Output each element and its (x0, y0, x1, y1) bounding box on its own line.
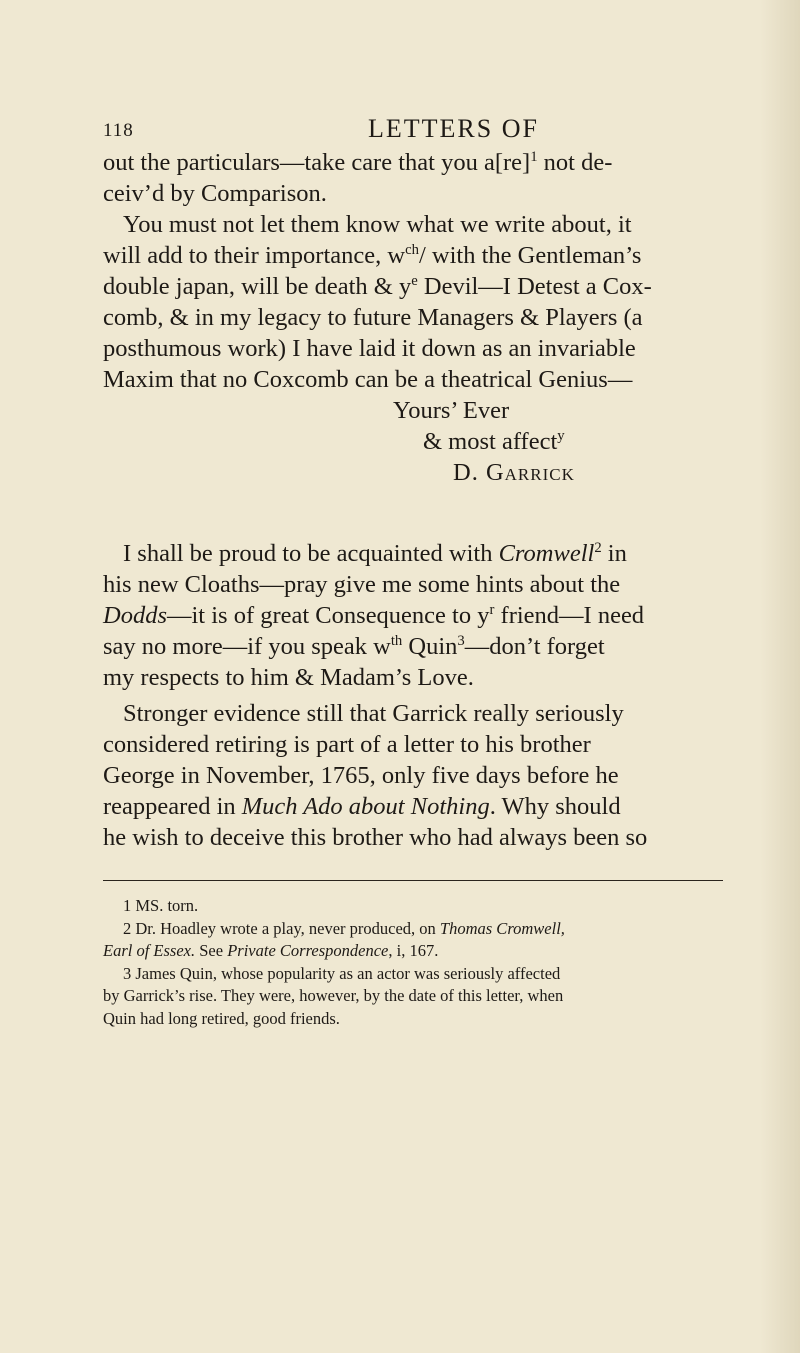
commentary-line (103, 822, 723, 853)
footnote-3-cont (103, 985, 723, 1008)
text-span: his new Cloaths—pray give me some hints about the (103, 571, 621, 598)
footnote-1 (103, 895, 723, 918)
italic-text: Private Correspondence (227, 941, 389, 960)
italic-text: Cromwell (498, 540, 595, 567)
letter-line (103, 364, 723, 395)
footnote-2-cont (103, 940, 723, 963)
superscript: r (489, 601, 495, 618)
letter-line (103, 271, 723, 302)
commentary-line (103, 698, 723, 729)
text-span: 1 MS. torn. (123, 896, 199, 915)
superscript: th (390, 632, 403, 649)
signature (103, 457, 723, 488)
text-span: not de- (537, 149, 613, 176)
text-span: ceiv’d by Comparison. (103, 180, 327, 207)
commentary-line (103, 760, 723, 791)
letter-text (103, 147, 723, 488)
postscript-line (103, 538, 723, 569)
footnote-marker: 1 (530, 148, 538, 165)
text-span: —it is of great Consequence to y (166, 602, 490, 629)
text-span: / with the Gentleman’s (418, 242, 642, 269)
superscript: e (411, 272, 418, 289)
text-span: considered retiring is part of a letter to his brother (103, 731, 591, 758)
letter-line (103, 147, 723, 178)
commentary-line (103, 729, 723, 760)
postscript-line (103, 600, 723, 631)
text-span: reappeared in (103, 793, 242, 820)
text-span: 2 Dr. Hoadley wrote a play, never produced, on (123, 918, 440, 938)
italic-text: Much Ado about Nothing (241, 793, 490, 820)
text-span: comb, & in my legacy to future Managers & Players (a (103, 304, 643, 331)
text-span: he wish to deceive this brother who had always been so (103, 824, 648, 851)
postscript-line (103, 631, 723, 662)
text-span: my respects to him & Madam’s Love. (103, 664, 474, 691)
text-span: Devil—I Detest a Cox- (417, 273, 652, 300)
text-span: Quin (402, 633, 458, 660)
italic-text: Thomas Cromwell, (439, 918, 565, 938)
page-header (103, 110, 703, 150)
text-span: I shall be proud to be acquainted with (123, 540, 499, 567)
text-span: , i, 167. (388, 941, 439, 960)
text-span: You must not let them know what we write about, it (123, 211, 632, 238)
letter-line (103, 209, 723, 240)
text-span: posthumous work) I have laid it down as an invariable (103, 335, 636, 362)
commentary-text (103, 698, 723, 853)
text-span: in (601, 540, 627, 567)
text-span: by Garrick’s rise. They were, however, by the date of this letter, when (103, 986, 564, 1005)
postscript-line (103, 662, 723, 693)
footnote-marker: 3 (457, 632, 465, 649)
text-span: Stronger evidence still that Garrick really seriously (123, 700, 624, 727)
postscript-line (103, 569, 723, 600)
postscript-text (103, 538, 723, 693)
running-title: LETTERS OF (368, 114, 539, 143)
text-span: 3 James Quin, whose popularity as an actor was seriously affected (123, 963, 561, 983)
footnote-3-cont (103, 1008, 723, 1031)
footnote-3 (103, 963, 723, 986)
text-span: D. Garrick (453, 459, 575, 486)
italic-text: Earl of Essex. (103, 941, 196, 960)
letter-line (103, 333, 723, 364)
text-span: & most affect (423, 428, 558, 455)
letter-line (103, 178, 723, 209)
footnote-divider (103, 880, 723, 881)
text-span: say no more—if you speak w (103, 633, 391, 660)
italic-text: Dodds (103, 602, 167, 629)
text-span: double japan, will be death & y (103, 273, 412, 300)
footnotes (103, 895, 723, 1030)
text-span: —don’t forget (464, 633, 605, 660)
footnote-marker: 2 (594, 539, 602, 556)
superscript: ch (405, 241, 419, 258)
superscript: y (557, 427, 565, 444)
text-span: Yours’ Ever (393, 397, 510, 424)
text-span: Maxim that no Coxcomb can be a theatrical Genius— (103, 366, 633, 393)
footnote-2 (103, 918, 723, 941)
letter-line (103, 240, 723, 271)
page-edge-shadow (760, 0, 800, 1353)
closing-line (103, 426, 723, 457)
closing-line (103, 395, 723, 426)
letter-line (103, 302, 723, 333)
commentary-line (103, 791, 723, 822)
page-number: 118 (103, 120, 134, 141)
text-span: will add to their importance, w (103, 242, 406, 269)
text-span: Quin had long retired, good friends. (103, 1008, 340, 1028)
text-span: friend—I need (494, 602, 645, 629)
text-span: . Why should (489, 793, 621, 820)
text-span: out the particulars—take care that you a[re] (103, 149, 531, 176)
text-span: George in November, 1765, only five days before he (103, 762, 619, 789)
text-span: See (195, 941, 228, 960)
